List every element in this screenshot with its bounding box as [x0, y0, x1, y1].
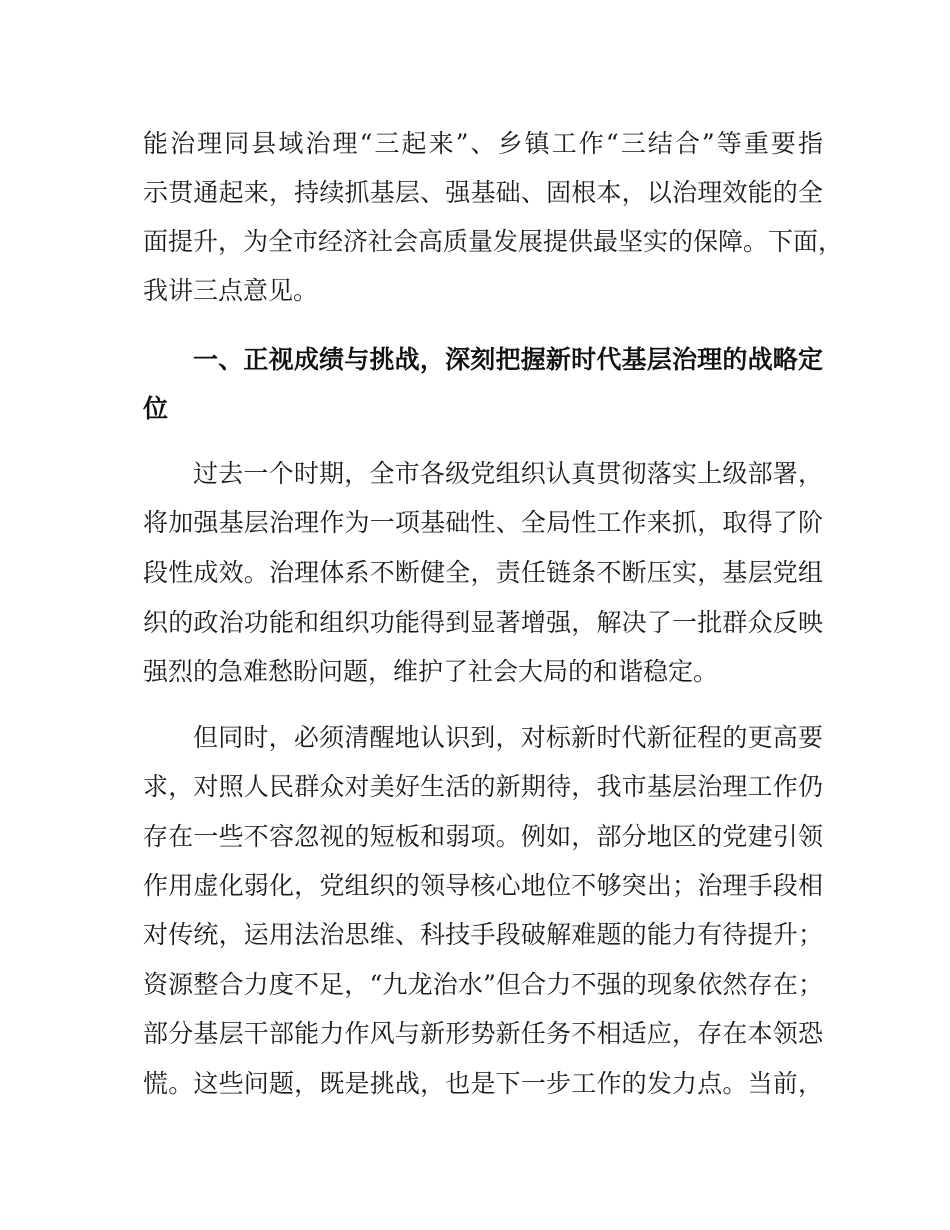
paragraph-achievements-line-2: 将加强基层治理作为一项基础性、全局性工作来抓，取得了阶 [143, 508, 823, 537]
paragraph-achievements-line-3: 段性成效。治理体系不断健全，责任链条不断压实，基层党组 [143, 558, 823, 587]
paragraph-challenges-line-3: 存在一些不容忽视的短板和弱项。例如，部分地区的党建引领 [143, 822, 823, 851]
paragraph-challenges-line-2: 求，对照人民群众对美好生活的新期待，我市基层治理工作仍 [143, 772, 823, 801]
paragraph-challenges-line-1: 但同时，必须清醒地认识到，对标新时代新征程的更高要 [193, 723, 823, 752]
section-heading-line-1: 一、正视成绩与挑战，深刻把握新时代基层治理的战略定 [193, 345, 823, 374]
paragraph-intro-line-1: 能治理同县域治理“三起来”、乡镇工作“三结合”等重要指 [143, 129, 823, 158]
paragraph-challenges-line-5: 对传统，运用法治思维、科技手段破解难题的能力有待提升； [143, 920, 823, 949]
paragraph-challenges-line-6: 资源整合力度不足，“九龙治水”但合力不强的现象依然存在； [143, 970, 823, 999]
paragraph-challenges-line-8: 慌。这些问题，既是挑战，也是下一步工作的发力点。当前， [143, 1069, 823, 1098]
paragraph-achievements-line-4: 织的政治功能和组织功能得到显著增强，解决了一批群众反映 [143, 608, 823, 637]
paragraph-challenges-line-7: 部分基层干部能力作风与新形势新任务不相适应，存在本领恐 [143, 1019, 823, 1048]
paragraph-challenges-line-4: 作用虚化弱化，党组织的领导核心地位不够突出；治理手段相 [143, 871, 823, 900]
paragraph-intro-line-4: 我讲三点意见。 [143, 276, 319, 305]
paragraph-achievements-line-1: 过去一个时期，全市各级党组织认真贯彻落实上级部署， [193, 459, 823, 488]
paragraph-achievements-line-5: 强烈的急难愁盼问题，维护了社会大局的和谐稳定。 [143, 657, 719, 686]
section-heading-line-2: 位 [143, 394, 169, 423]
paragraph-intro-line-2: 示贯通起来，持续抓基层、强基础、固根本，以治理效能的全 [143, 178, 823, 207]
paragraph-intro-line-3: 面提升，为全市经济社会高质量发展提供最坚实的保障。下面， [143, 227, 844, 256]
